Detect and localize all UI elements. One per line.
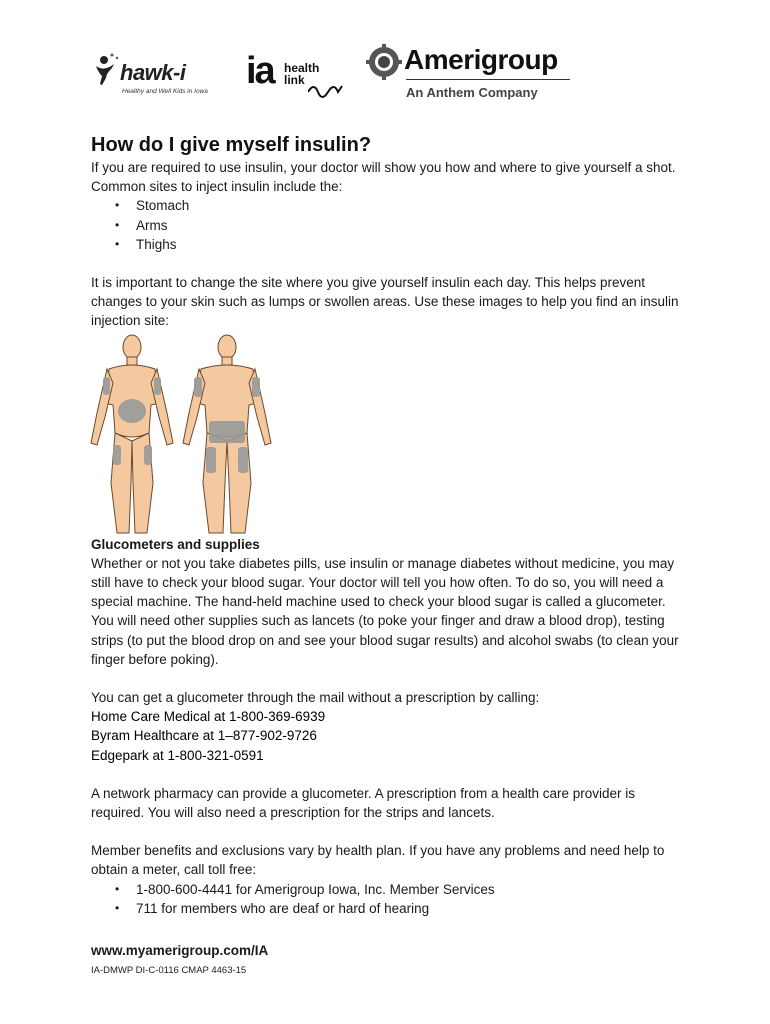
- glucometer-heading: Glucometers and supplies: [91, 536, 260, 552]
- ia-squiggle-icon: [308, 82, 344, 98]
- benefits-paragraph: Member benefits and exclusions vary by health plan. If you have any problems and need help to obtain a meter, call toll free:: [91, 843, 665, 878]
- body-diagram: [89, 333, 279, 535]
- intro-paragraph: If you are required to use insulin, your doctor will show you how and where to give yourself a shot. Common sites to inject insulin include the:: [91, 160, 676, 195]
- document-code: IA-DMWP DI-C-0116 CMAP 4463-15: [91, 965, 247, 976]
- front-body: [91, 335, 173, 533]
- hawki-logo: [92, 52, 222, 100]
- mail-order-intro: You can get a glucometer through the mail without a prescription by calling:: [91, 690, 540, 706]
- list-item: • 1-800-600-4441 for Amerigroup Iowa, Inc. Member Services: [91, 880, 691, 899]
- phone-list: [91, 880, 691, 918]
- document-body: [91, 132, 691, 918]
- list-item: • 711 for members who are deaf or hard of hearing: [91, 899, 691, 918]
- contact-home-care-medical: Home Care Medical at 1-800-369-6939: [91, 709, 326, 725]
- list-item: • Arms: [91, 216, 691, 235]
- website-link[interactable]: www.myamerigroup.com/IA: [91, 943, 269, 958]
- hawki-wordmark: hawk-i: [120, 60, 186, 85]
- ia-mark: ia: [246, 50, 274, 92]
- list-item: • Thighs: [91, 235, 691, 254]
- amerigroup-rule: [406, 79, 570, 80]
- ia-health-link-logo: [246, 50, 356, 100]
- injection-sites-list: [91, 196, 691, 254]
- injection-site-figure: [91, 331, 691, 535]
- logo-header: [0, 0, 770, 120]
- amerigroup-logo: [366, 44, 576, 108]
- hawki-figure-icon: [92, 52, 122, 86]
- contact-edgepark: Edgepark at 1-800-321-0591: [91, 747, 264, 763]
- amerigroup-wordmark: Amerigroup: [404, 44, 558, 75]
- glucometer-paragraph: Whether or not you take diabetes pills, use insulin or manage diabetes without medicine, you may still have to check your blood sugar. Your doctor will tell you how often. To do so, you will need a special machine. The hand-held machine used to check your blood sugar is called a glucometer. You will need other supplies such as lancets (to poke your finger and draw a blood drop), testing strips (to put the blood drop on and see your blood sugar results) and alcohol swabs (to clean your finger before poking).: [91, 555, 679, 667]
- amerigroup-subtitle: An Anthem Company: [406, 85, 538, 100]
- hawki-tagline: Healthy and Well Kids in Iowa: [122, 88, 208, 95]
- contact-byram-healthcare: Byram Healthcare at 1–877-902-9726: [91, 728, 317, 744]
- page-title: How do I give myself insulin?: [91, 134, 372, 156]
- pharmacy-paragraph: A network pharmacy can provide a glucometer. A prescription from a health care provider is required. You will also need a prescription for the strips and lancets.: [91, 785, 636, 821]
- amerigroup-gear-icon: [366, 44, 402, 80]
- list-item: • Stomach: [91, 196, 691, 215]
- site-rotation-paragraph: It is important to change the site where you give yourself insulin each day. This helps prevent changes to your skin such as lumps or swollen areas. Use these images to help you find an insulin injection site:: [91, 275, 679, 329]
- ia-line2: link: [284, 73, 305, 87]
- ia-line1: health: [284, 61, 320, 75]
